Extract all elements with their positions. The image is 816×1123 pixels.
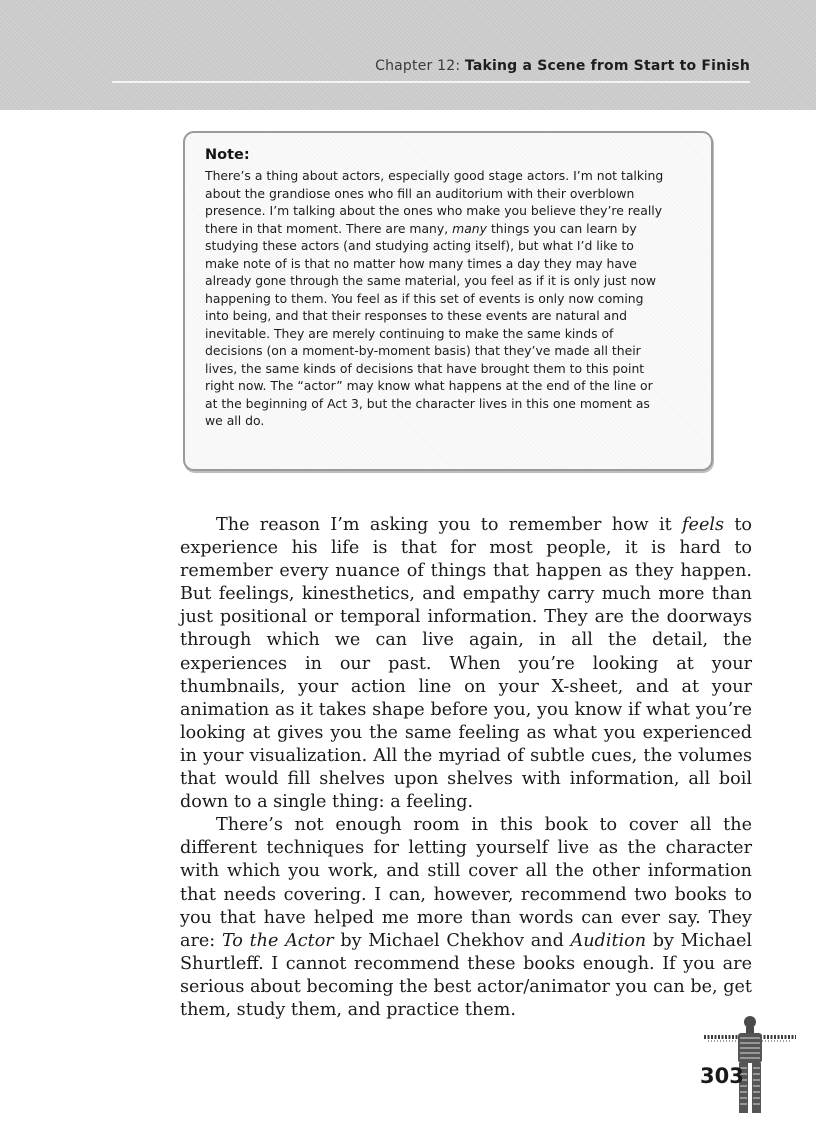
body-paragraph: The reason I’m asking you to remember how it feels to experience his life is that for most people, it is hard to remember every nuance of things that happen as they happen. But feelings, kinesthetics, and empathy carry much more than just positional or temporal information. They are the doorways through which we can live again, in all the detail, the experiences in our past. When you’re looking at your thumbnails, your action line on your X-sheet, and at your animation as it takes shape before you, you know if what you’re looking at gives you the same feeling as what you experienced in your visualization. All the myriad of subtle cues, the volumes that would fill shelves upon shelves with information, all boil down to a single thing: a feeling. [180, 515, 753, 813]
book-title-to-the-actor: To the Actor [221, 930, 334, 951]
note-label: Note: [205, 147, 250, 163]
header-rule [112, 81, 750, 83]
note-emphasis: many [452, 220, 487, 236]
note-text: There’s a thing about actors, especially good stage actors. I’m not talking about the grandiose ones who fill an auditorium with their overblown presence. I’m talking about the ones who make you believe they’re really there in that moment. There are many, many things you can learn by studying these actors (and studying acting itself), but what I’d like to make note of is that no matter how many times a day they may have already gone through the same material, you feel as if it is only just now happening to them. You feel as if this set of events is only now coming into being, and that their responses to these events are natural and inevitable. They are merely continuing to make the same kinds of decisions (on a moment-by-moment basis) that they’ve made all their lives, the same kinds of decisions that have brought them to this point right now. The “actor” may know what happens at the end of the line or at the beginning of Act 3, but the character lives in this one moment as we all do. [205, 168, 664, 428]
body-paragraph: There’s not enough room in this book to cover all the different techniques for letting yourself live as the character with which you work, and still cover all the other information that needs covering. I can, however, recommend two books to you that have helped me more than words can ever say. They are: To the Actor by Michael Chekhov and Audition by Michael Shurtleff. I cannot recommend these books enough. If you are serious about becoming the best actor/animator you can be, get them, study them, and practice them. [180, 815, 752, 1020]
emphasis-feels: feels [682, 515, 725, 535]
note-box [183, 131, 713, 471]
chapter-number: Chapter 12: [375, 58, 461, 74]
chapter-header-band [0, 0, 816, 110]
page-number: 303 [700, 1064, 744, 1088]
body-text [180, 514, 752, 1022]
running-head [375, 58, 750, 74]
chapter-title: Taking a Scene from Start to Finish [464, 58, 750, 74]
book-title-audition: Audition [570, 930, 647, 951]
